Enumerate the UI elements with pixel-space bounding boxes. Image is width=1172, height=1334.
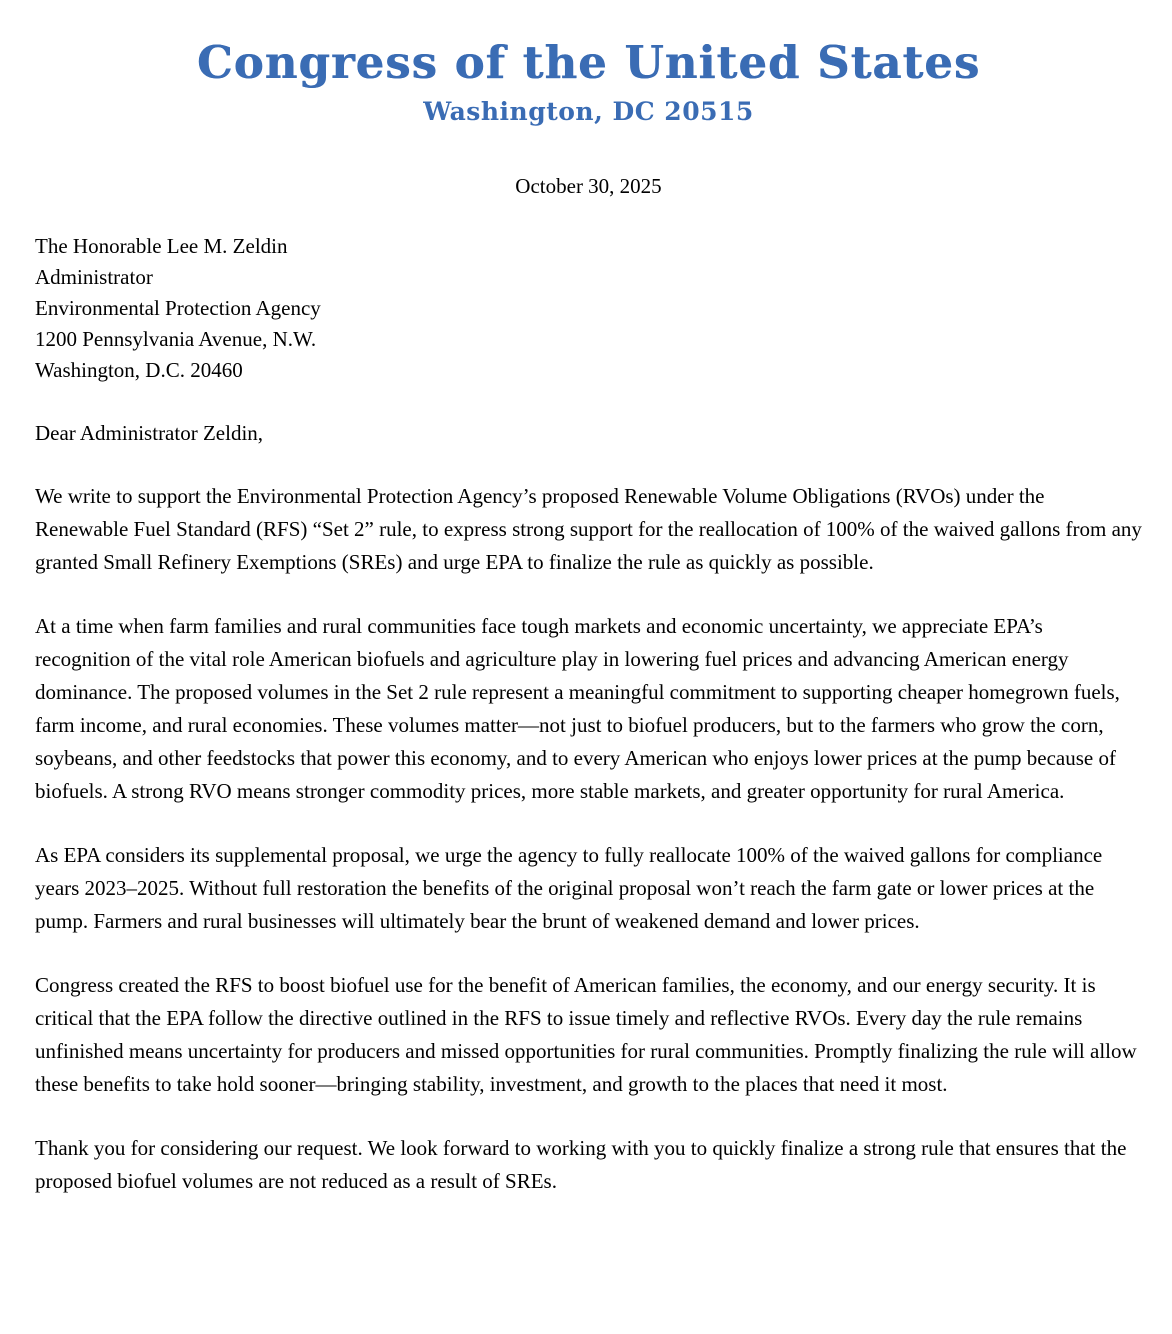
letter-date: October 30, 2025 [515,174,662,198]
letterhead-location: Washington, DC 20515 [423,96,754,126]
recipient-street: 1200 Pennsylvania Avenue, N.W. [35,327,317,351]
paragraph-thank-you: Thank you for considering our request. We look forward to working with you to quickly finalize a strong rule that ensures that the proposed biofuel volumes are not reduced as a result of SREs. [35,1136,1127,1193]
letterhead-title: Congress of the United States [196,36,981,89]
paragraph-farm-families: At a time when farm families and rural communities face tough markets and economic uncertainty, we appreciate EPA’s recognition of the vital role American biofuels and agriculture play in lowering fuel prices and advancing American energy dominance. The proposed volumes in the Set 2 rule represent a meaningful commitment to supporting cheaper homegrown fuels, farm income, and rural economies. These volumes matter—not just to biofuel producers, but to the farmers who grow the corn, soybeans, and other feedstocks that power this economy, and to every American who enjoys lower prices at the pump because of biofuels. A strong RVO means stronger commodity prices, more stable markets, and greater opportunity for rural America. [35,614,1120,803]
recipient-agency: Environmental Protection Agency [35,296,321,320]
recipient-address [35,231,1142,386]
salutation: Dear Administrator Zeldin, [35,421,264,445]
recipient-city: Washington, D.C. 20460 [35,358,243,382]
letterhead [35,38,1142,128]
paragraph-congress-created-rfs: Congress created the RFS to boost biofuel use for the benefit of American families, the economy, and our energy security. It is critical that the EPA follow the directive outlined in the RFS to issue timely and reflective RVOs. Every day the rule remains unfinished means uncertainty for producers and missed opportunities for rural communities. Promptly finalizing the rule will allow these benefits to take hold sooner—bringing stability, investment, and growth to the places that need it most. [35,973,1137,1096]
recipient-title: Administrator [35,265,153,289]
paragraph-support-rvos: We write to support the Environmental Protection Agency’s proposed Renewable Volume Obligations (RVOs) under the Renewable Fuel Standard (RFS) “Set 2” rule, to express strong support for the reallocation of 100% of the waived gallons from any granted Small Refinery Exemptions (SREs) and urge EPA to finalize the rule as quickly as possible. [35,484,1142,574]
recipient-name: The Honorable Lee M. Zeldin [35,234,288,258]
paragraph-supplemental-proposal: As EPA considers its supplemental proposal, we urge the agency to fully reallocate 100% of the waived gallons for compliance years 2023–2025. Without full restoration the benefits of the original proposal won’t reach the farm gate or lower prices at the pump. Farmers and rural businesses will ultimately bear the brunt of weakened demand and lower prices. [35,843,1103,933]
